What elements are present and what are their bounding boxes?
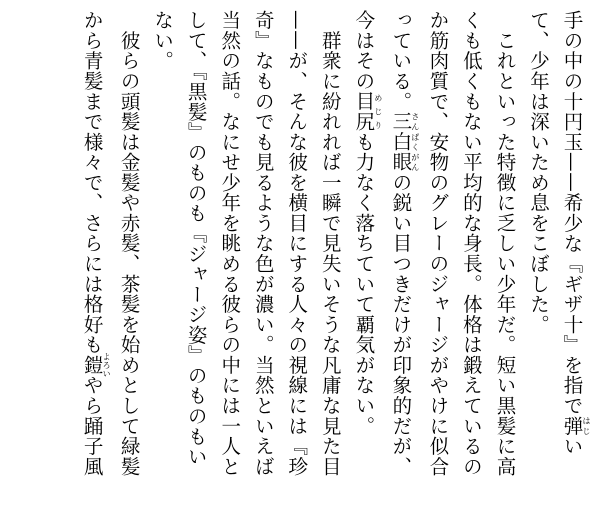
text-column-3: これといった特徴に乏しい少年だ。短い黒髪に高 [493,10,517,477]
text-column-15: から青髪まで様々で、さらには格好も鎧よろいやら踊子風 [80,10,113,477]
text-column-10: 奇』なものでも見るような色が濃い。当然といえば [251,10,275,477]
ruby-text: さんぱくがん [410,111,421,173]
em-dash: —— [560,151,584,193]
text-column-9: ——が、そんな彼を横目にする人々の視線には『珍 [280,10,314,518]
ruby-hajii: 弾はじ [560,415,592,436]
text-column-1: 手の中の十円玉——希少な『ギザ十』を指で弾はじい [555,10,592,518]
ruby-text: はじ [582,415,592,436]
ruby-text: よろい [102,352,113,378]
text-column-4: くも低くもない平均的な身長。体格は鍛えているの [459,10,483,477]
ruby-text: めじり [373,91,384,132]
text-column-8: 群衆に紛れれば一瞬で見失いそうな凡庸な見た目 [318,10,342,477]
text-column-5: か筋肉質で、安物のグレーのジャージがやけに似合 [426,10,450,477]
ruby-yoroi: 鎧よろい [80,352,113,378]
text-column-14: 彼らの頭髪は金髪や赤髪、茶髪を始めとして緑髪 [117,10,141,477]
text-column-11: 当然の話。なにせ少年を眺める彼らの中には一人と [218,10,242,477]
ruby-sanpakugan: 三白眼さんぱくがん [389,111,421,173]
text-column-7: 今はその目尻めじりも力なく落ちていて覇気がない。 [352,10,384,436]
text-column-13: ない。 [151,10,175,71]
novel-text-body [8,10,592,518]
text-column-2: て、少年は深いため息をこぼした。 [526,10,550,335]
text-column-6: っている。三白眼さんぱくがんの鋭い目つきだけが印象的だが、 [389,10,421,477]
em-dash: —— [285,10,309,51]
text-column-12: して、『黒髪』のものも『ジャージ姿』のものもい [184,10,208,467]
ruby-mejiri: 目尻めじり [352,91,384,132]
